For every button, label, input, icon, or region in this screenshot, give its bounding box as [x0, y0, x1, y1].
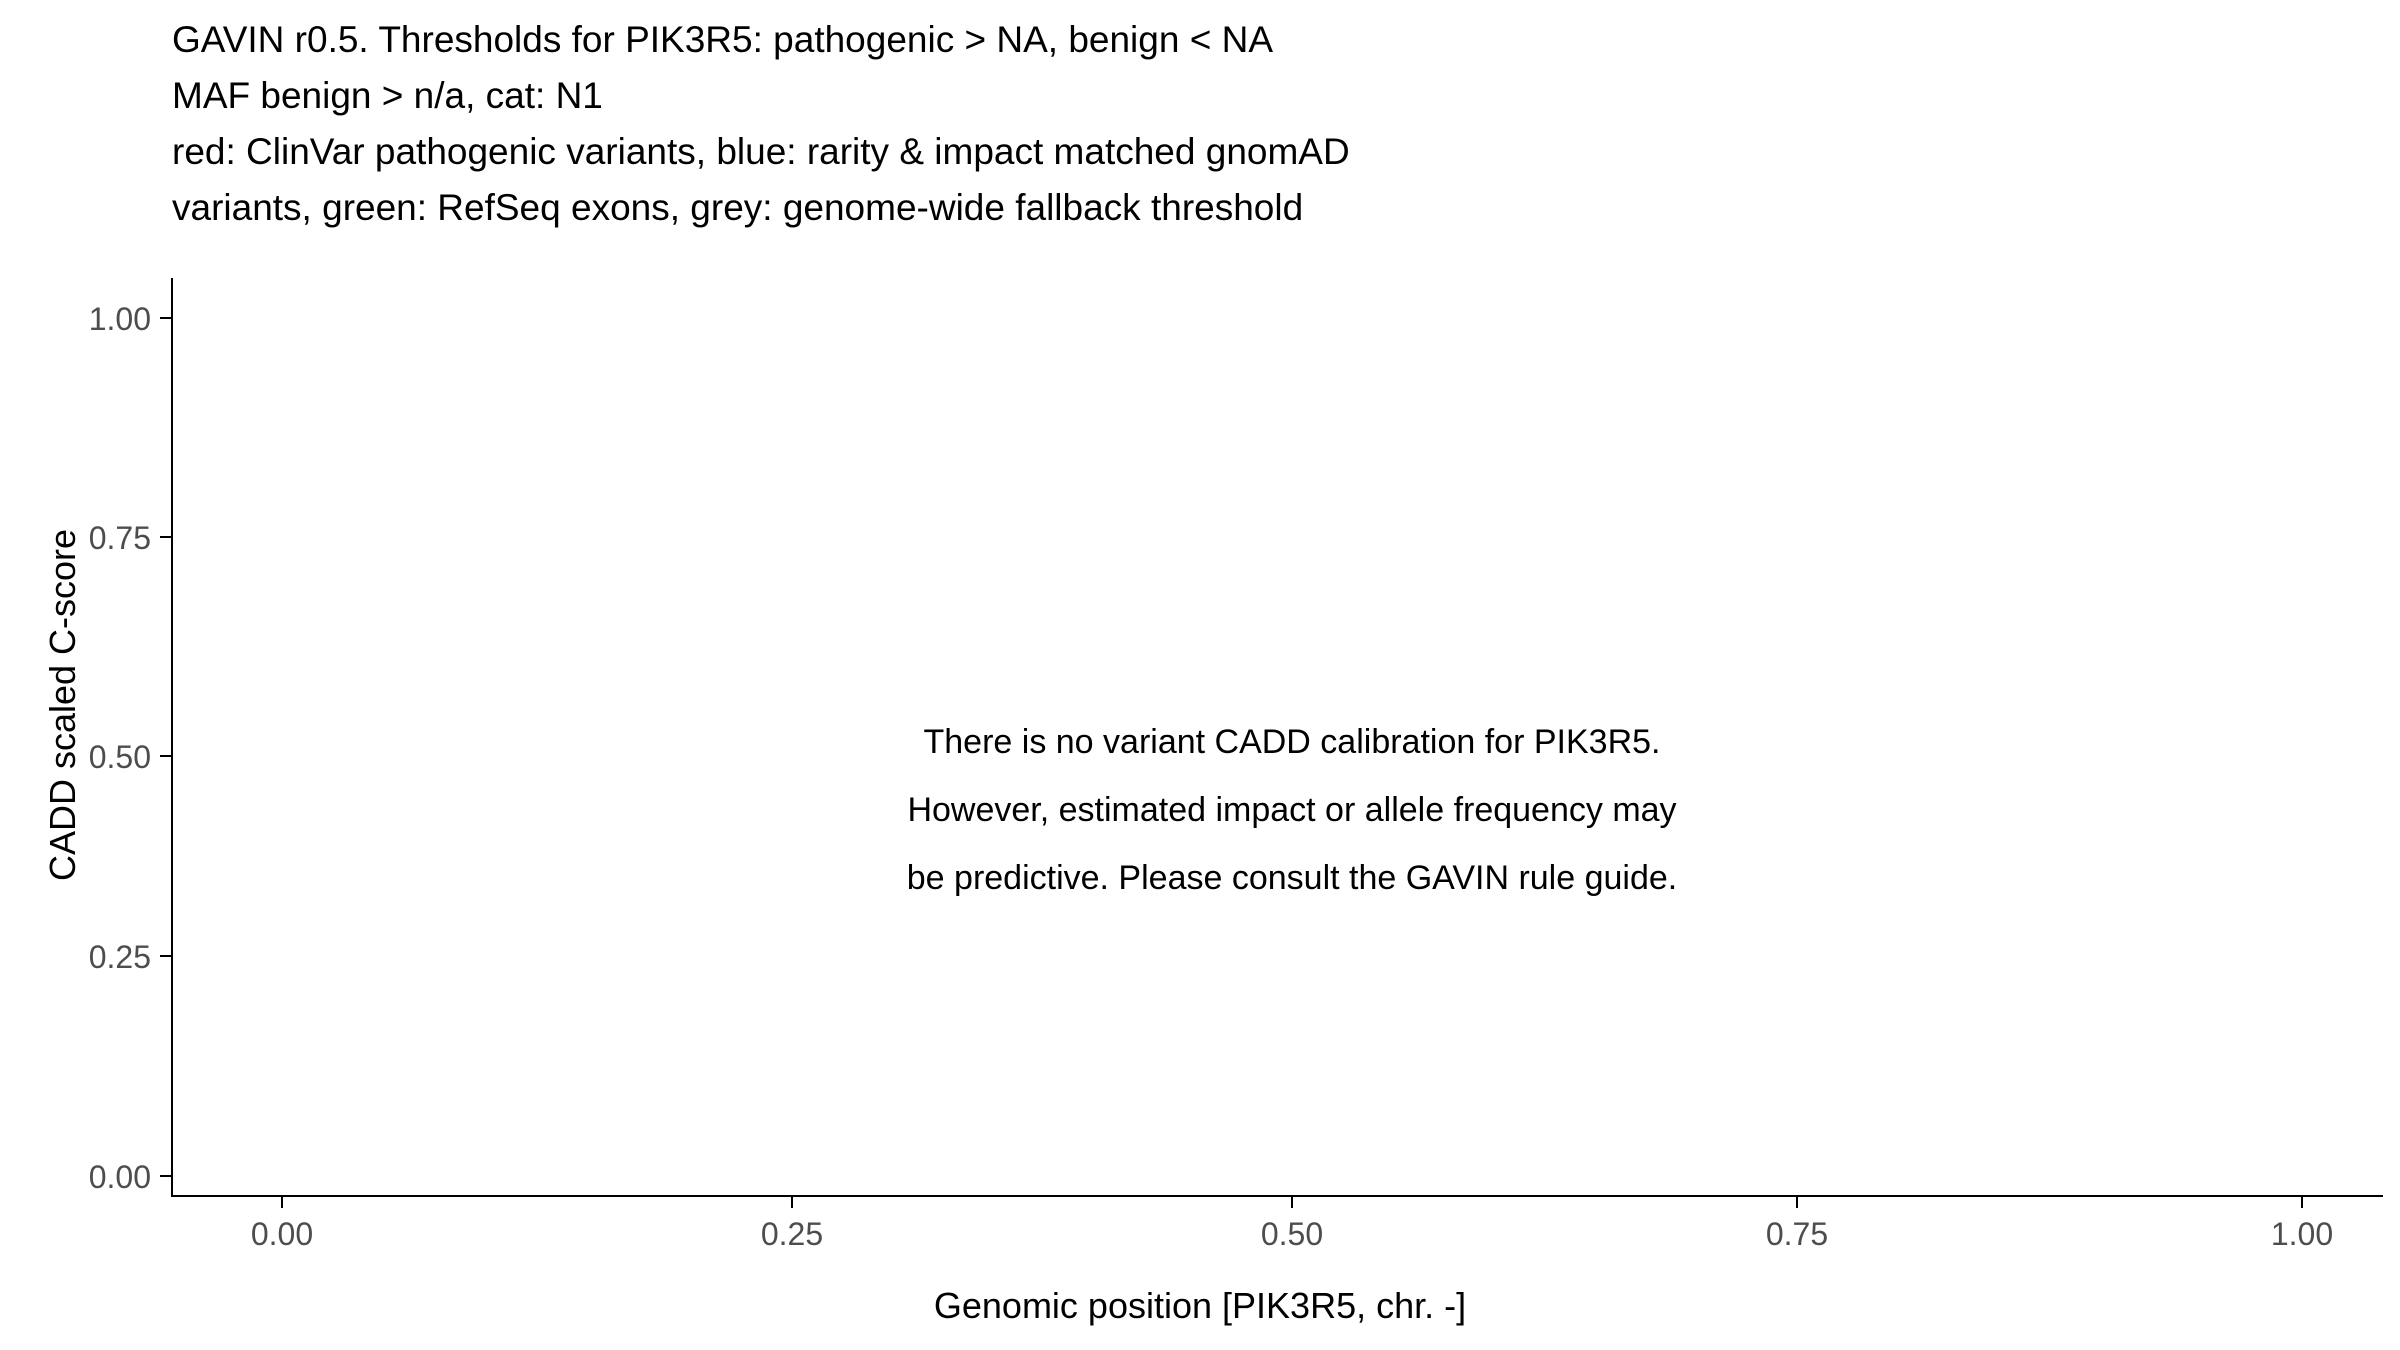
plot-annotation: [592, 708, 1992, 912]
chart-title-line-3: red: ClinVar pathogenic variants, blue: rarity & impact matched gnomAD: [172, 131, 1350, 172]
plot-annotation-line-1: There is no variant CADD calibration for PIK3R5.: [923, 723, 1661, 761]
y-tick-mark-0.75: [160, 536, 171, 538]
plot-annotation-line-3: be predictive. Please consult the GAVIN rule guide.: [906, 859, 1678, 897]
chart-title-line-4: variants, green: RefSeq exons, grey: genome-wide fallback threshold: [172, 187, 1304, 228]
x-tick-label-0.50: 0.50: [1260, 1216, 1324, 1252]
chart-title-line-2: MAF benign > n/a, cat: N1: [172, 75, 603, 116]
x-tick-label-0.75: 0.75: [1765, 1216, 1829, 1252]
y-tick-mark-0.00: [160, 1175, 171, 1177]
plot-annotation-line-2: However, estimated impact or allele frequency may: [907, 791, 1677, 829]
x-tick-mark-0.25: [791, 1197, 793, 1208]
x-axis-line: [171, 1195, 2383, 1197]
chart-title: [172, 12, 2172, 236]
x-tick-label-0.00: 0.00: [250, 1216, 314, 1252]
x-tick-mark-0.00: [281, 1197, 283, 1208]
y-tick-label-0.25: 0.25: [88, 939, 151, 975]
x-tick-mark-1.00: [2301, 1197, 2303, 1208]
chart-title-line-1: GAVIN r0.5. Thresholds for PIK3R5: pathogenic > NA, benign < NA: [172, 19, 1274, 60]
y-tick-label-0.75: 0.75: [88, 520, 151, 556]
y-tick-mark-0.50: [160, 755, 171, 757]
y-tick-mark-0.25: [160, 955, 171, 957]
x-tick-label-1.00: 1.00: [2270, 1216, 2334, 1252]
x-tick-label-0.25: 0.25: [760, 1216, 824, 1252]
y-tick-label-1.00: 1.00: [88, 301, 151, 337]
y-axis-title: CADD scaled C-score: [42, 528, 83, 882]
y-tick-label-0.50: 0.50: [88, 739, 151, 775]
y-tick-label-0.00: 0.00: [88, 1159, 151, 1195]
plot-panel: [172, 278, 2383, 1195]
x-tick-mark-0.75: [1796, 1197, 1798, 1208]
y-tick-mark-1.00: [160, 317, 171, 319]
y-axis-line: [171, 278, 173, 1195]
x-axis-title: Genomic position [PIK3R5, chr. -]: [933, 1285, 1467, 1326]
x-tick-mark-0.50: [1291, 1197, 1293, 1208]
